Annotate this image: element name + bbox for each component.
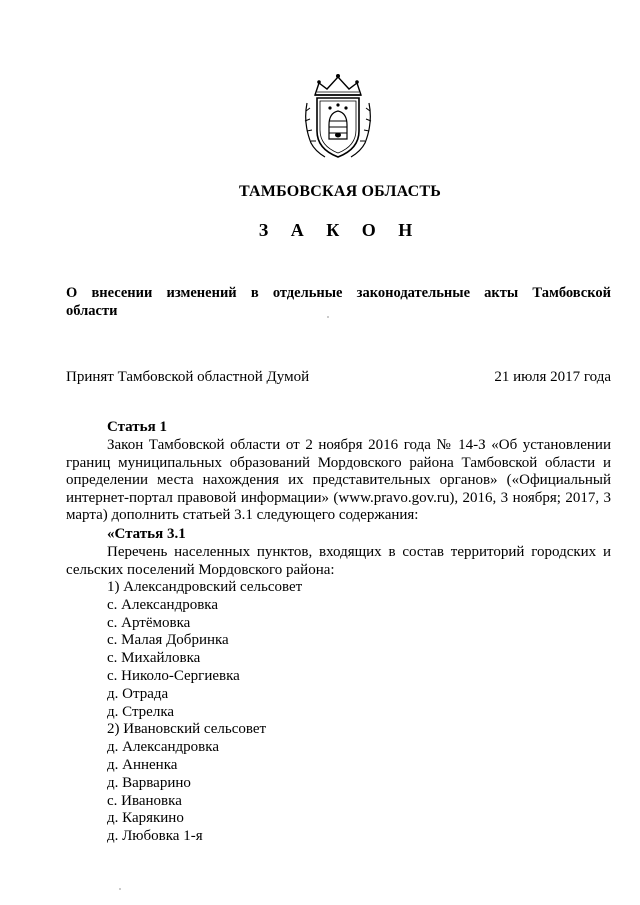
scan-speck [119, 888, 121, 890]
article-1-text: Закон Тамбовской области от 2 ноября 2016 года № 14-З «Об установлении границ муниципальных образований Мордовского района Тамбовской области и определении места нахождения их представительных органов» («Официальный интернет-портал правовой информации» (www.pravo.gov.ru), 2016, 3 ноября; 2017, 3 марта) дополнить статьей 3.1 следующего содержания: [66, 437, 611, 524]
list-item: д. Карякино [107, 810, 184, 827]
list-item: д. Отрада [107, 685, 169, 702]
list-item: д. Александровка [107, 739, 219, 756]
scan-speck [327, 316, 329, 318]
law-subject: О внесении изменений в отдельные законодательные акты Тамбовской области [66, 285, 611, 319]
adoption-line [66, 369, 611, 386]
region-title: ТАМБОВСКАЯ ОБЛАСТЬ [238, 183, 442, 200]
adopted-by-text: Принят Тамбовской областной Думой [66, 369, 310, 385]
list-item: с. Малая Добринка [107, 632, 229, 649]
tambov-coat-of-arms-icon [301, 73, 375, 163]
list-item: с. Николо-Сергиевка [107, 667, 240, 684]
list-item: 1) Александровский сельсовет [107, 579, 303, 595]
list-item: с. Ивановка [107, 792, 182, 809]
document-type-title: З А К О Н [258, 220, 422, 240]
list-item: с. Александровка [107, 596, 219, 613]
list-item: д. Стрелка [107, 703, 175, 720]
adoption-date: 21 июля 2017 года [494, 369, 611, 385]
list-item: 2) Ивановский сельсовет [107, 721, 267, 738]
article-3-1-heading: «Статья 3.1 [107, 526, 186, 542]
list-item: д. Анненка [107, 756, 178, 773]
list-item: д. Любовка 1-я [107, 828, 203, 845]
list-item: с. Артёмовка [107, 614, 191, 631]
article-1-heading: Статья 1 [107, 419, 167, 435]
list-item: д. Варварино [107, 774, 191, 791]
article-3-1-intro: Перечень населенных пунктов, входящих в состав территорий городских и сельских поселений Мордовского района: [66, 544, 611, 578]
settlements-list [107, 579, 302, 846]
list-item: с. Михайловка [107, 650, 201, 667]
